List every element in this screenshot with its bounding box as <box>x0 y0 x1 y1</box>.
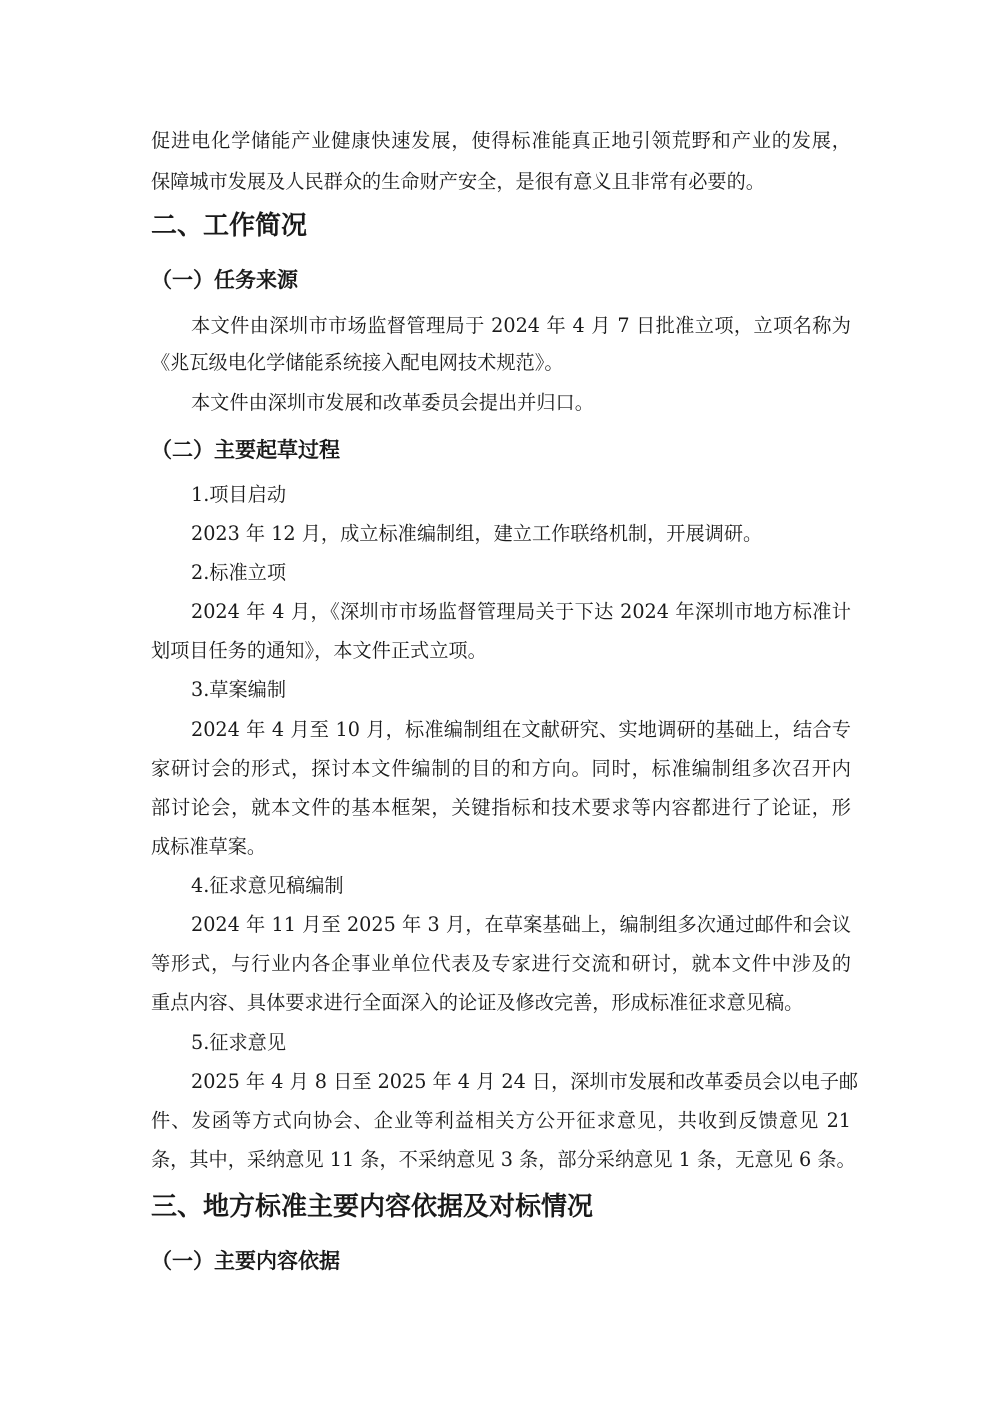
step-title: 3.草案编制 <box>191 678 287 701</box>
body-text-line: 2025 年 4 月 8 日至 2025 年 4 月 24 日，深圳市发展和改革委员会以电子邮 <box>191 1070 859 1093</box>
body-text-line: 保障城市发展及人民群众的生命财产安全，是很有意义且非常有必要的。 <box>151 170 765 193</box>
body-text-line: 本文件由深圳市市场监督管理局于 2024 年 4 月 7 日批准立项，立项名称为 <box>191 314 851 337</box>
body-text-line: 《兆瓦级电化学储能系统接入配电网技术规范》。 <box>151 351 564 374</box>
body-text-line: 2024 年 11 月至 2025 年 3 月，在草案基础上，编制组多次通过邮件和会议 <box>191 913 851 936</box>
section-heading: 三、地方标准主要内容依据及对标情况 <box>151 1192 594 1222</box>
body-text-line: 家研讨会的形式，探讨本文件编制的目的和方向。同时，标准编制组多次召开内 <box>151 757 851 780</box>
body-text-line: 条，其中，采纳意见 11 条，不采纳意见 3 条，部分采纳意见 1 条，无意见 6 条。 <box>151 1148 856 1171</box>
body-text-line: 划项目任务的通知》，本文件正式立项。 <box>151 639 487 662</box>
subsection-heading: （一）任务来源 <box>151 268 298 292</box>
step-title: 5.征求意见 <box>191 1031 287 1054</box>
body-text-line: 2024 年 4 月，《深圳市市场监督管理局关于下达 2024 年深圳市地方标准计 <box>191 600 851 623</box>
section-heading: 二、工作简况 <box>151 211 308 241</box>
body-text-line: 成标准草案。 <box>151 835 267 858</box>
step-title: 2.标准立项 <box>191 561 287 584</box>
body-text-line: 2023 年 12 月，成立标准编制组，建立工作联络机制，开展调研。 <box>191 522 763 545</box>
body-text-line: 本文件由深圳市发展和改革委员会提出并归口。 <box>191 391 594 414</box>
body-text-line: 件、发函等方式向协会、企业等利益相关方公开征求意见，共收到反馈意见 21 <box>151 1109 851 1132</box>
subsection-heading: （一）主要内容依据 <box>151 1249 340 1273</box>
body-text-line: 部讨论会，就本文件的基本框架，关键指标和技术要求等内容都进行了论证，形 <box>151 796 851 819</box>
body-text-line: 等形式，与行业内各企事业单位代表及专家进行交流和研讨，就本文件中涉及的 <box>151 952 851 975</box>
subsection-heading: （二）主要起草过程 <box>151 438 340 462</box>
body-text-line: 重点内容、具体要求进行全面深入的论证及修改完善，形成标准征求意见稿。 <box>151 991 804 1014</box>
step-title: 1.项目启动 <box>191 483 287 506</box>
step-title: 4.征求意见稿编制 <box>191 874 344 897</box>
body-text-line: 促进电化学储能产业健康快速发展，使得标准能真正地引领荒野和产业的发展， <box>151 129 851 152</box>
body-text-line: 2024 年 4 月至 10 月，标准编制组在文献研究、实地调研的基础上，结合专 <box>191 718 851 741</box>
